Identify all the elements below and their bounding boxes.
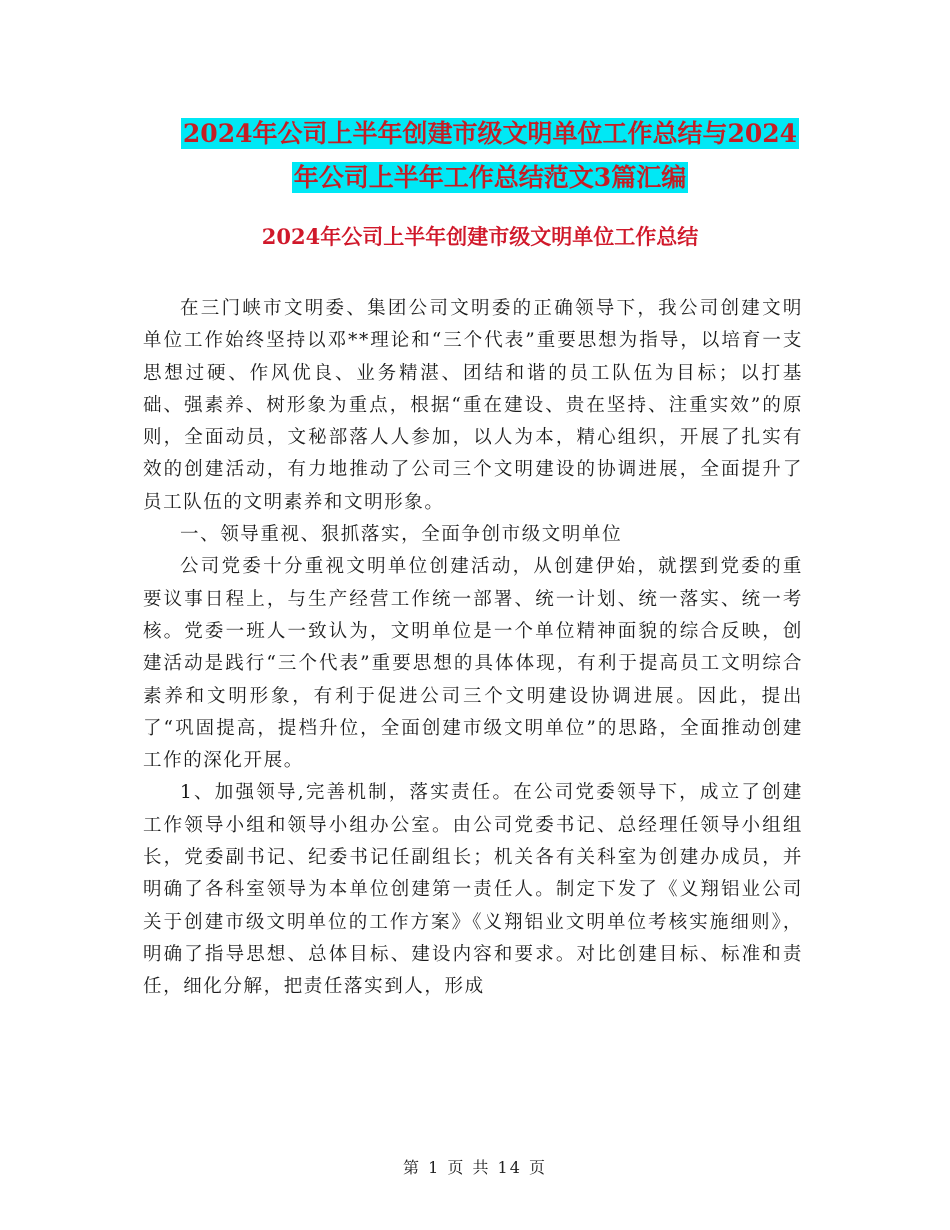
title-line-1: 2024年公司上半年创建市级文明单位工作总结与2024 (182, 119, 798, 148)
paragraph-intro: 在三门峡市文明委、集团公司文明委的正确领导下，我公司创建文明单位工作始终坚持以邓**理论和“三个代表”重要思想为指导，以培育一支思想过硬、作风优良、业务精湛、团结和谐的员工队伍为目标；以打基础、强素养、树形象为重点，根据“重在建设、贵在坚持、注重实效”的原则，全面动员，文秘部落人人参加，以人为本，精心组织，开展了扎实有效的创建活动，有力地推动了公司三个文明建设的协调进展，全面提升了员工队伍的文明素养和文明形象。 (143, 298, 803, 513)
document-body (143, 293, 803, 1004)
document-title (150, 112, 830, 200)
section-title: 2024年公司上半年创建市级文明单位工作总结 (261, 224, 699, 249)
paragraph-heading-1: 一、领导重视、狠抓落实，全面争创市级文明单位 (180, 524, 623, 546)
paragraph-leadership: 公司党委十分重视文明单位创建活动，从创建伊始，就摆到党委的重要议事日程上，与生产经营工作统一部署、统一计划、统一落实、统一考核。党委一班人一致认为，文明单位是一个单位精神面貌的综合反映，创建活动是践行“三个代表”重要思想的具体体现，有利于提高员工文明综合素养和文明形象，有利于促进公司三个文明建设协调进展。因此，提出了“巩固提高，提档升位，全面创建市级文明单位”的思路，全面推动创建工作的深化开展。 (143, 556, 803, 772)
paragraph-item-1: 1、加强领导,完善机制，落实责任。在公司党委领导下，成立了创建工作领导小组和领导小组办公室。由公司党委书记、总经理任领导小组组长，党委副书记、纪委书记任副组长；机关各有关科室为创建办成员，并明确了各科室领导为本单位创建第一责任人。制定下发了《义翔铝业公司关于创建市级文明单位的工作方案》《义翔铝业文明单位考核实施细则》，明确了指导思想、总体目标、建设内容和要求。对比创建目标、标准和责任，细化分解，把责任落实到人，形成 (143, 782, 803, 998)
page-footer: 第 1 页 共 14 页 (403, 1158, 547, 1177)
title-line-2: 年公司上半年工作总结范文3篇汇编 (293, 163, 687, 192)
